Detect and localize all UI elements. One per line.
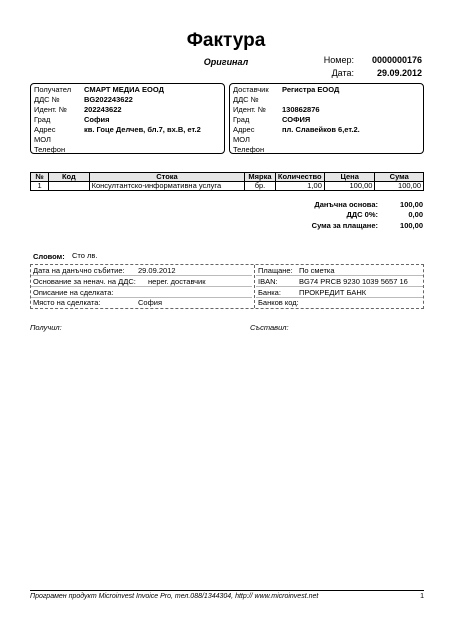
tax-base-label: Данъчна основа:: [314, 200, 378, 209]
details-separator: [31, 275, 252, 276]
detail-value: нерег. доставчик: [148, 277, 206, 286]
detail-row: Банков код:: [258, 298, 299, 307]
detail-row: Дата на данъчно събитие:: [33, 266, 125, 275]
detail-value: BG74 PRCB 9230 1039 5657 16: [299, 277, 408, 286]
col-header: №: [31, 173, 49, 182]
detail-value: ПРОКРЕДИТ БАНК: [299, 288, 367, 297]
detail-value: 29.09.2012: [138, 266, 176, 275]
table-row: [31, 182, 424, 191]
number-label: Номер:: [323, 55, 354, 65]
details-separator: [31, 286, 252, 287]
detail-value: София: [138, 298, 163, 307]
supplier-box: Доставчик Регистра ЕООД ДДС № Идент. № 130862876 Град СОФИЯ Адрес пл. Славейков 6,ет.2. МОЛ Телефон: [229, 83, 424, 154]
received-label: Получил:: [30, 323, 62, 332]
details-box: [30, 264, 424, 309]
number-value: 0000000176: [371, 55, 422, 65]
col-header: Мярка: [245, 173, 275, 182]
recipient-box: Получател СМАРТ МЕДИА ЕООД ДДС № BG202243622 Идент. № 202243622 Град София Адрес кв. Гоце Делчев, бл.7, вх.В, ет.2 МОЛ Телефон: [30, 83, 225, 154]
detail-row: Описание на сделката:: [33, 288, 114, 297]
tax-base-value: 100,00: [400, 200, 423, 209]
col-header: Код: [49, 173, 89, 182]
vat-value: 0,00: [408, 210, 423, 219]
col-header: Стока: [89, 173, 245, 182]
details-divider: [254, 265, 255, 308]
footer-divider: [30, 590, 424, 591]
total-label: Сума за плащане:: [311, 221, 378, 230]
footer-text: Програмен продукт Microinvest Invoice Pro, тел.088/1344304, http:// www.microinvest.net: [30, 593, 319, 600]
cell-code: [49, 182, 89, 191]
detail-row: Плащане:: [258, 266, 293, 275]
details-separator: [256, 275, 423, 276]
cell-item: Консултантско-информативна услуга: [89, 182, 245, 191]
details-separator: [256, 286, 423, 287]
compiled-label: Съставил:: [250, 323, 289, 332]
col-header: Сума: [375, 173, 424, 182]
cell-unit: бр.: [245, 182, 275, 191]
words-value: Сто лв.: [72, 251, 98, 260]
cell-price: 100,00: [324, 182, 375, 191]
date-value: 29.09.2012: [376, 68, 422, 78]
detail-value: По сметка: [299, 266, 335, 275]
cell-number: 1: [31, 182, 49, 191]
invoice-title: Фактура: [186, 30, 266, 51]
vat-label: ДДС 0%:: [346, 210, 378, 219]
col-header: Количество: [275, 173, 324, 182]
items-table: [30, 172, 424, 191]
total-value: 100,00: [400, 221, 423, 230]
cell-amount: 100,00: [375, 182, 424, 191]
invoice-copy-type: Оригинал: [203, 57, 249, 67]
cell-quantity: 1,00: [275, 182, 324, 191]
detail-row: Банка:: [258, 288, 281, 297]
detail-row: Основание за ненач. на ДДС:: [33, 277, 136, 286]
detail-row: Място на сделката:: [33, 298, 101, 307]
page-number: 1: [420, 593, 424, 600]
date-label: Дата:: [331, 68, 354, 78]
detail-row: IBAN:: [258, 277, 278, 286]
col-header: Цена: [324, 173, 375, 182]
words-label: Словом:: [33, 252, 65, 261]
